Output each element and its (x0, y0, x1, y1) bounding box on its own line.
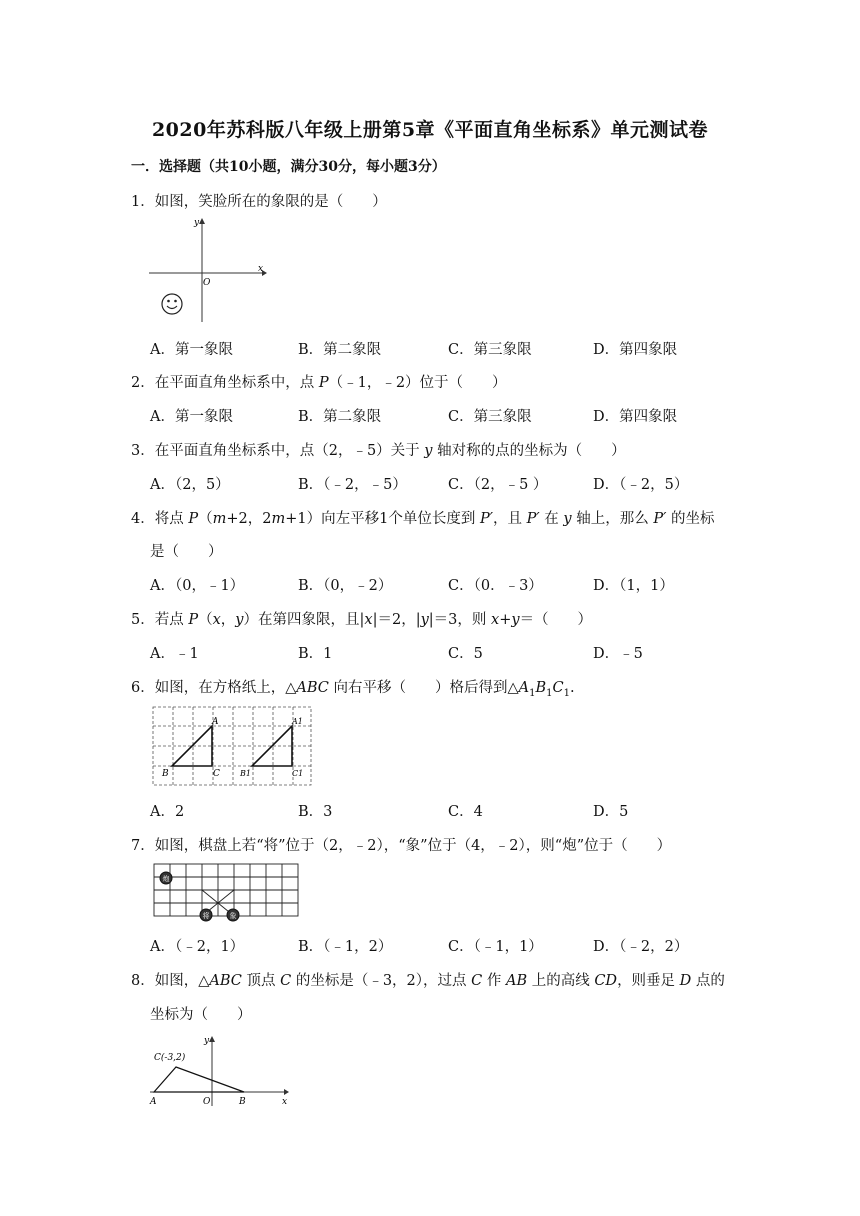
option-d[interactable]: D．（﹣2，5） (593, 477, 689, 493)
option-b[interactable]: B．第二象限 (298, 342, 382, 358)
option-a[interactable]: A．﹣1 (150, 646, 199, 662)
svg-text:象: 象 (229, 912, 237, 920)
chess-piece-xiang (227, 909, 239, 921)
question-1-stem: 1．如图，笑脸所在的象限的是（ ） (131, 194, 387, 210)
question-4-stem-continued: 是（ ） (150, 544, 223, 560)
option-d[interactable]: D．（﹣2，2） (593, 939, 689, 955)
question-4-options (150, 574, 750, 596)
option-d[interactable]: D．﹣5 (593, 646, 643, 662)
origin-label: O (203, 278, 211, 288)
option-c[interactable]: C．5 (448, 646, 483, 662)
chess-piece-pao (160, 872, 172, 884)
option-b[interactable]: B．（0，﹣2） (298, 578, 393, 594)
chess-piece-jiang (200, 909, 212, 921)
question-7-options (150, 935, 750, 957)
svg-text:O: O (203, 1097, 211, 1107)
question-1-figure (146, 214, 268, 326)
svg-text:A: A (212, 717, 219, 727)
option-c[interactable]: C．（2，﹣5 ） (448, 477, 548, 493)
question-8-stem-continued: 坐标为（ ） (150, 1007, 252, 1023)
question-8-figure (146, 1032, 292, 1110)
svg-text:x: x (282, 1097, 288, 1107)
option-b[interactable]: B．（﹣2，﹣5） (298, 477, 407, 493)
svg-text:B: B (162, 769, 169, 779)
page-title: 2020年苏科版八年级上册第5章《平面直角坐标系》单元测试卷 (151, 119, 709, 141)
question-2-options (150, 405, 750, 427)
svg-text:B1: B1 (240, 769, 251, 778)
section-heading: 一．选择题（共10小题，满分30分，每小题3分） (131, 159, 446, 175)
question-1-options (150, 338, 750, 360)
question-6-grid-figure (150, 704, 314, 788)
triangle-abc (154, 1067, 244, 1092)
x-axis-label: x (258, 264, 264, 274)
option-a[interactable]: A．第一象限 (150, 409, 233, 425)
question-7-chessboard-figure (150, 860, 300, 922)
svg-text:A1: A1 (292, 717, 303, 726)
option-c[interactable]: C．（0．﹣3） (448, 578, 543, 594)
option-d[interactable]: D．第四象限 (593, 409, 678, 425)
svg-text:将: 将 (202, 912, 210, 920)
option-a[interactable]: A．（﹣2，1） (150, 939, 245, 955)
option-a[interactable]: A．2 (150, 804, 185, 820)
question-6-options (150, 800, 750, 822)
svg-text:y: y (204, 1036, 210, 1046)
svg-text:C(-3,2): C(-3,2) (154, 1053, 186, 1063)
option-b[interactable]: B．第二象限 (298, 409, 382, 425)
svg-text:炮: 炮 (162, 875, 170, 883)
smiley-face-icon (162, 294, 182, 314)
question-7-stem: 7．如图，棋盘上若“将”位于（2，﹣2），“象”位于（4，﹣2），则“炮”位于（ ） (131, 838, 672, 854)
option-a[interactable]: A．（2，5） (150, 477, 230, 493)
question-3-stem: 3．在平面直角坐标系中，点（2，﹣5）关于 y 轴对称的点的坐标为（ ） (131, 443, 626, 459)
option-a[interactable]: A．第一象限 (150, 342, 233, 358)
question-4-stem: 4．将点 P（m+2，2m+1）向左平移1个单位长度到 P′，且 P′ 在 y 轴上，那么 P′ 的坐标 (131, 511, 715, 527)
option-b[interactable]: B．（﹣1，2） (298, 939, 393, 955)
option-a[interactable]: A．（0，﹣1） (150, 578, 245, 594)
question-6-stem: 6．如图，在方格纸上，△ABC 向右平移（ ）格后得到$\triangle A_1B_1C_1$. (131, 680, 575, 699)
svg-text:C1: C1 (292, 769, 304, 778)
question-5-stem: 5．若点 P（x，y）在第四象限，且|x|＝2，|y|＝3，则 x+y＝（ ） (131, 612, 593, 628)
option-b[interactable]: B．1 (298, 646, 333, 662)
svg-text:B: B (239, 1097, 246, 1107)
question-3-options (150, 473, 750, 495)
option-d[interactable]: D．第四象限 (593, 342, 678, 358)
option-c[interactable]: C．（﹣1，1） (448, 939, 543, 955)
option-d[interactable]: D．（1，1） (593, 578, 674, 594)
option-c[interactable]: C．4 (448, 804, 483, 820)
question-2-stem: 2．在平面直角坐标系中，点 P（﹣1，﹣2）位于（ ） (131, 375, 507, 391)
question-5-options (150, 642, 750, 664)
option-c[interactable]: C．第三象限 (448, 409, 532, 425)
option-b[interactable]: B．3 (298, 804, 333, 820)
option-c[interactable]: C．第三象限 (448, 342, 532, 358)
question-8-stem: 8．如图，△ABC 顶点 C 的坐标是（﹣3，2），过点 C 作 AB 上的高线 CD，则垂足 D 点的 (131, 973, 725, 989)
svg-text:A: A (150, 1097, 157, 1107)
option-d[interactable]: D．5 (593, 804, 629, 820)
y-axis-label: y (194, 218, 200, 228)
svg-text:C: C (213, 769, 220, 779)
